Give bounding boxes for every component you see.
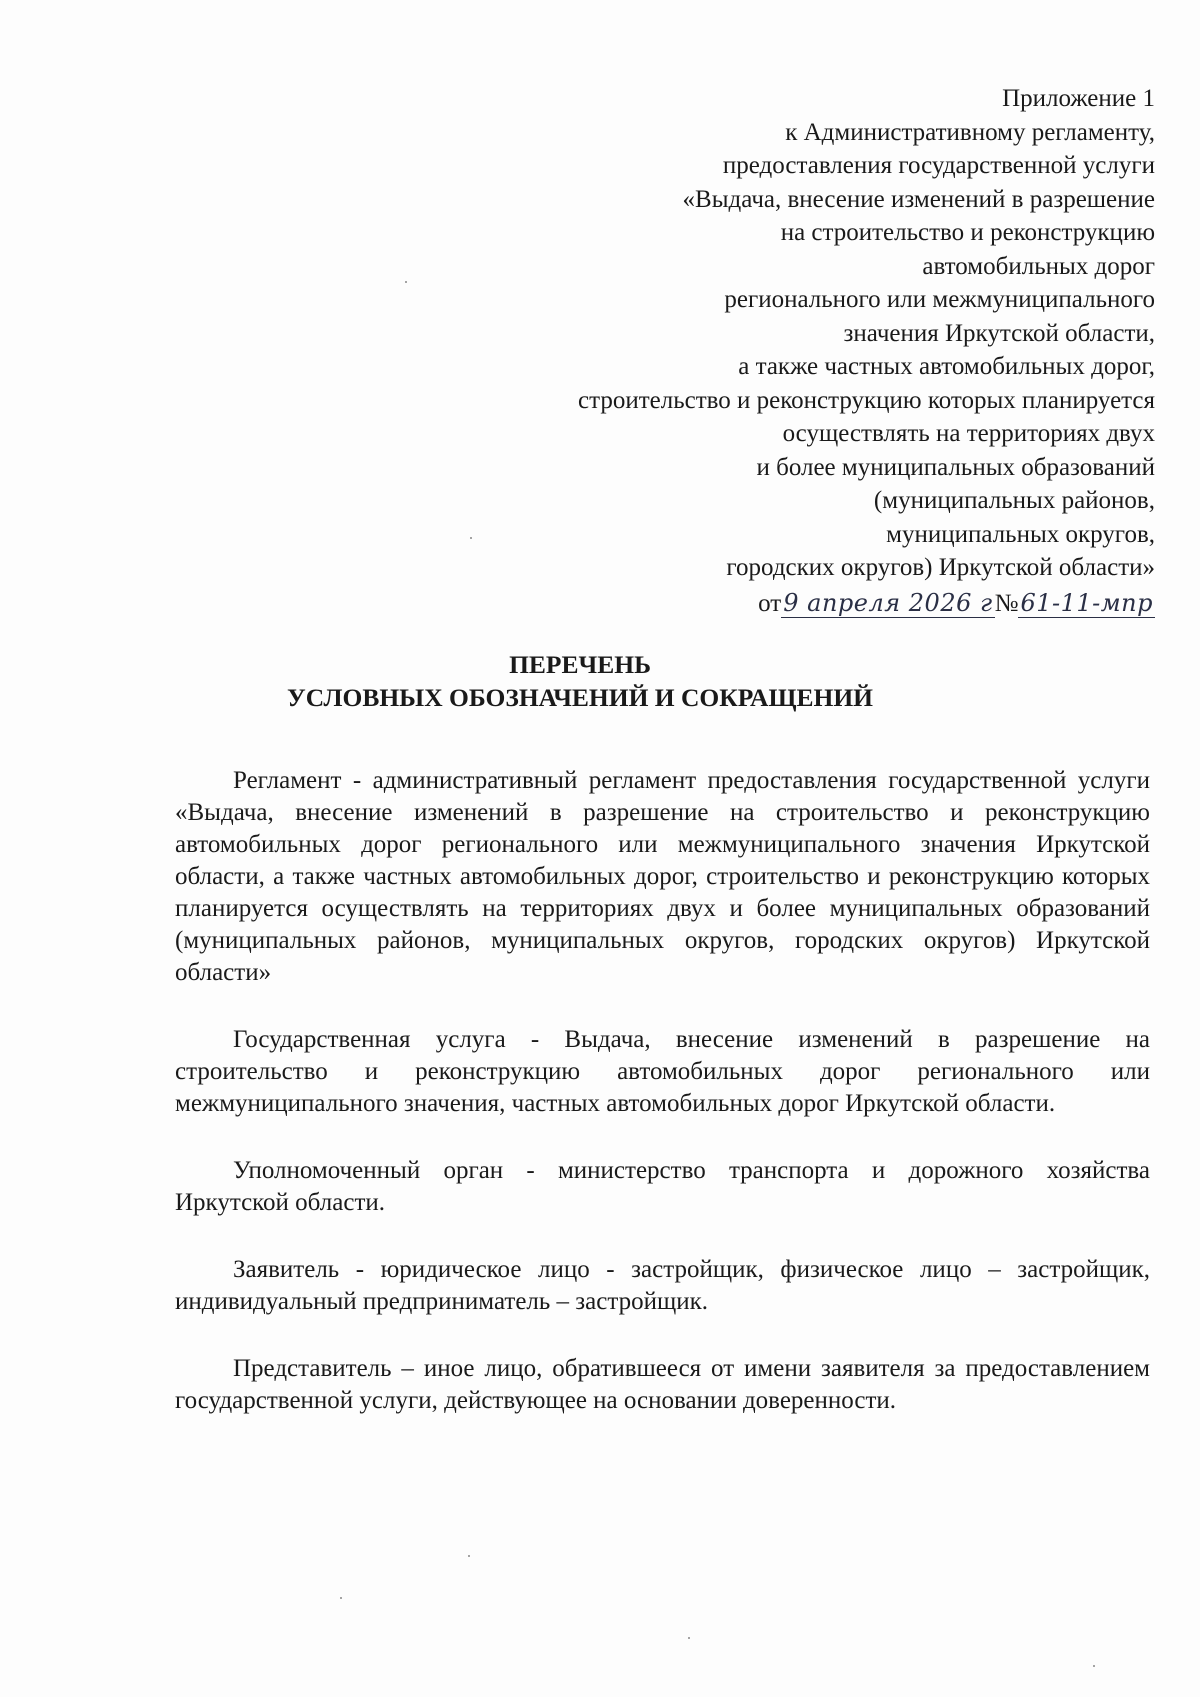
scan-speck (688, 1637, 690, 1639)
appendix-header (395, 82, 1155, 622)
header-line: осуществлять на территориях двух (782, 420, 1155, 447)
handwritten-number: 61-11-мпр (1020, 588, 1153, 617)
header-line: а также частных автомобильных дорог, (738, 353, 1155, 380)
scan-speck (470, 537, 472, 539)
header-line: городских округов) Иркутской области» (726, 554, 1155, 581)
definition-authorized-body: Уполномоченный орган - министерство транспорта и дорожного хозяйства Иркутской области. (175, 1157, 1150, 1216)
date-number-line (395, 585, 1155, 622)
header-line: муниципальных округов, (886, 520, 1155, 548)
header-line: значения Иркутской области, (843, 319, 1155, 347)
definition-state-service: Государственная услуга - Выдача, внесение изменений в разрешение на строительство и реконструкцию автомобильных дорог регионального или межмуниципального значения, частных автомобильных дорог Иркутской области. (175, 1026, 1150, 1117)
header-line: на строительство и реконструкцию (780, 219, 1155, 246)
title-line-2: УСЛОВНЫХ ОБОЗНАЧЕНИЙ И СОКРАЩЕНИЙ (287, 683, 873, 712)
definition-applicant: Заявитель - юридическое лицо - застройщик, физическое лицо – застройщик, индивидуальный предприниматель – застройщик. (175, 1256, 1150, 1315)
handwritten-date: 9 апреля 2026 г (783, 588, 993, 617)
scan-speck (1093, 1665, 1095, 1667)
header-line: регионального или межмуниципального (724, 286, 1155, 313)
header-line: автомобильных дорог (922, 252, 1155, 280)
date-prefix: от (758, 589, 782, 617)
header-line: к Административному регламенту, (785, 118, 1155, 146)
definitions-list (175, 765, 1150, 1452)
header-line: (муниципальных районов, (873, 487, 1155, 514)
scan-speck (340, 1597, 342, 1599)
header-line: строительство и реконструкцию которых планируется (578, 386, 1155, 414)
definition-reglament: Регламент - административный регламент предоставления государственной услуги «Выдача, внесение изменений в разрешение на строительство и реконструкцию автомобильных дорог регионального или межмуниципального значения Иркутской области, а также частных автомобильных дорог, строительство и реконструкцию которых планируется осуществлять на территориях двух и более муниципальных образований (муниципальных районов, муниципальных округов, городских округов) Иркутской области» (175, 767, 1150, 986)
document-title (0, 648, 1160, 714)
number-sign: № (994, 589, 1019, 617)
definition-representative: Представитель – иное лицо, обратившееся от имени заявителя за предоставлением государственной услуги, действующее на основании доверенности. (175, 1355, 1150, 1414)
title-line-1: ПЕРЕЧЕНЬ (509, 650, 651, 679)
scan-speck (468, 1555, 470, 1557)
header-line: «Выдача, внесение изменений в разрешение (682, 185, 1155, 213)
scan-speck (405, 281, 407, 283)
header-line: предоставления государственной услуги (722, 152, 1155, 179)
header-line: и более муниципальных образований (756, 453, 1155, 481)
header-line: Приложение 1 (1002, 85, 1155, 112)
